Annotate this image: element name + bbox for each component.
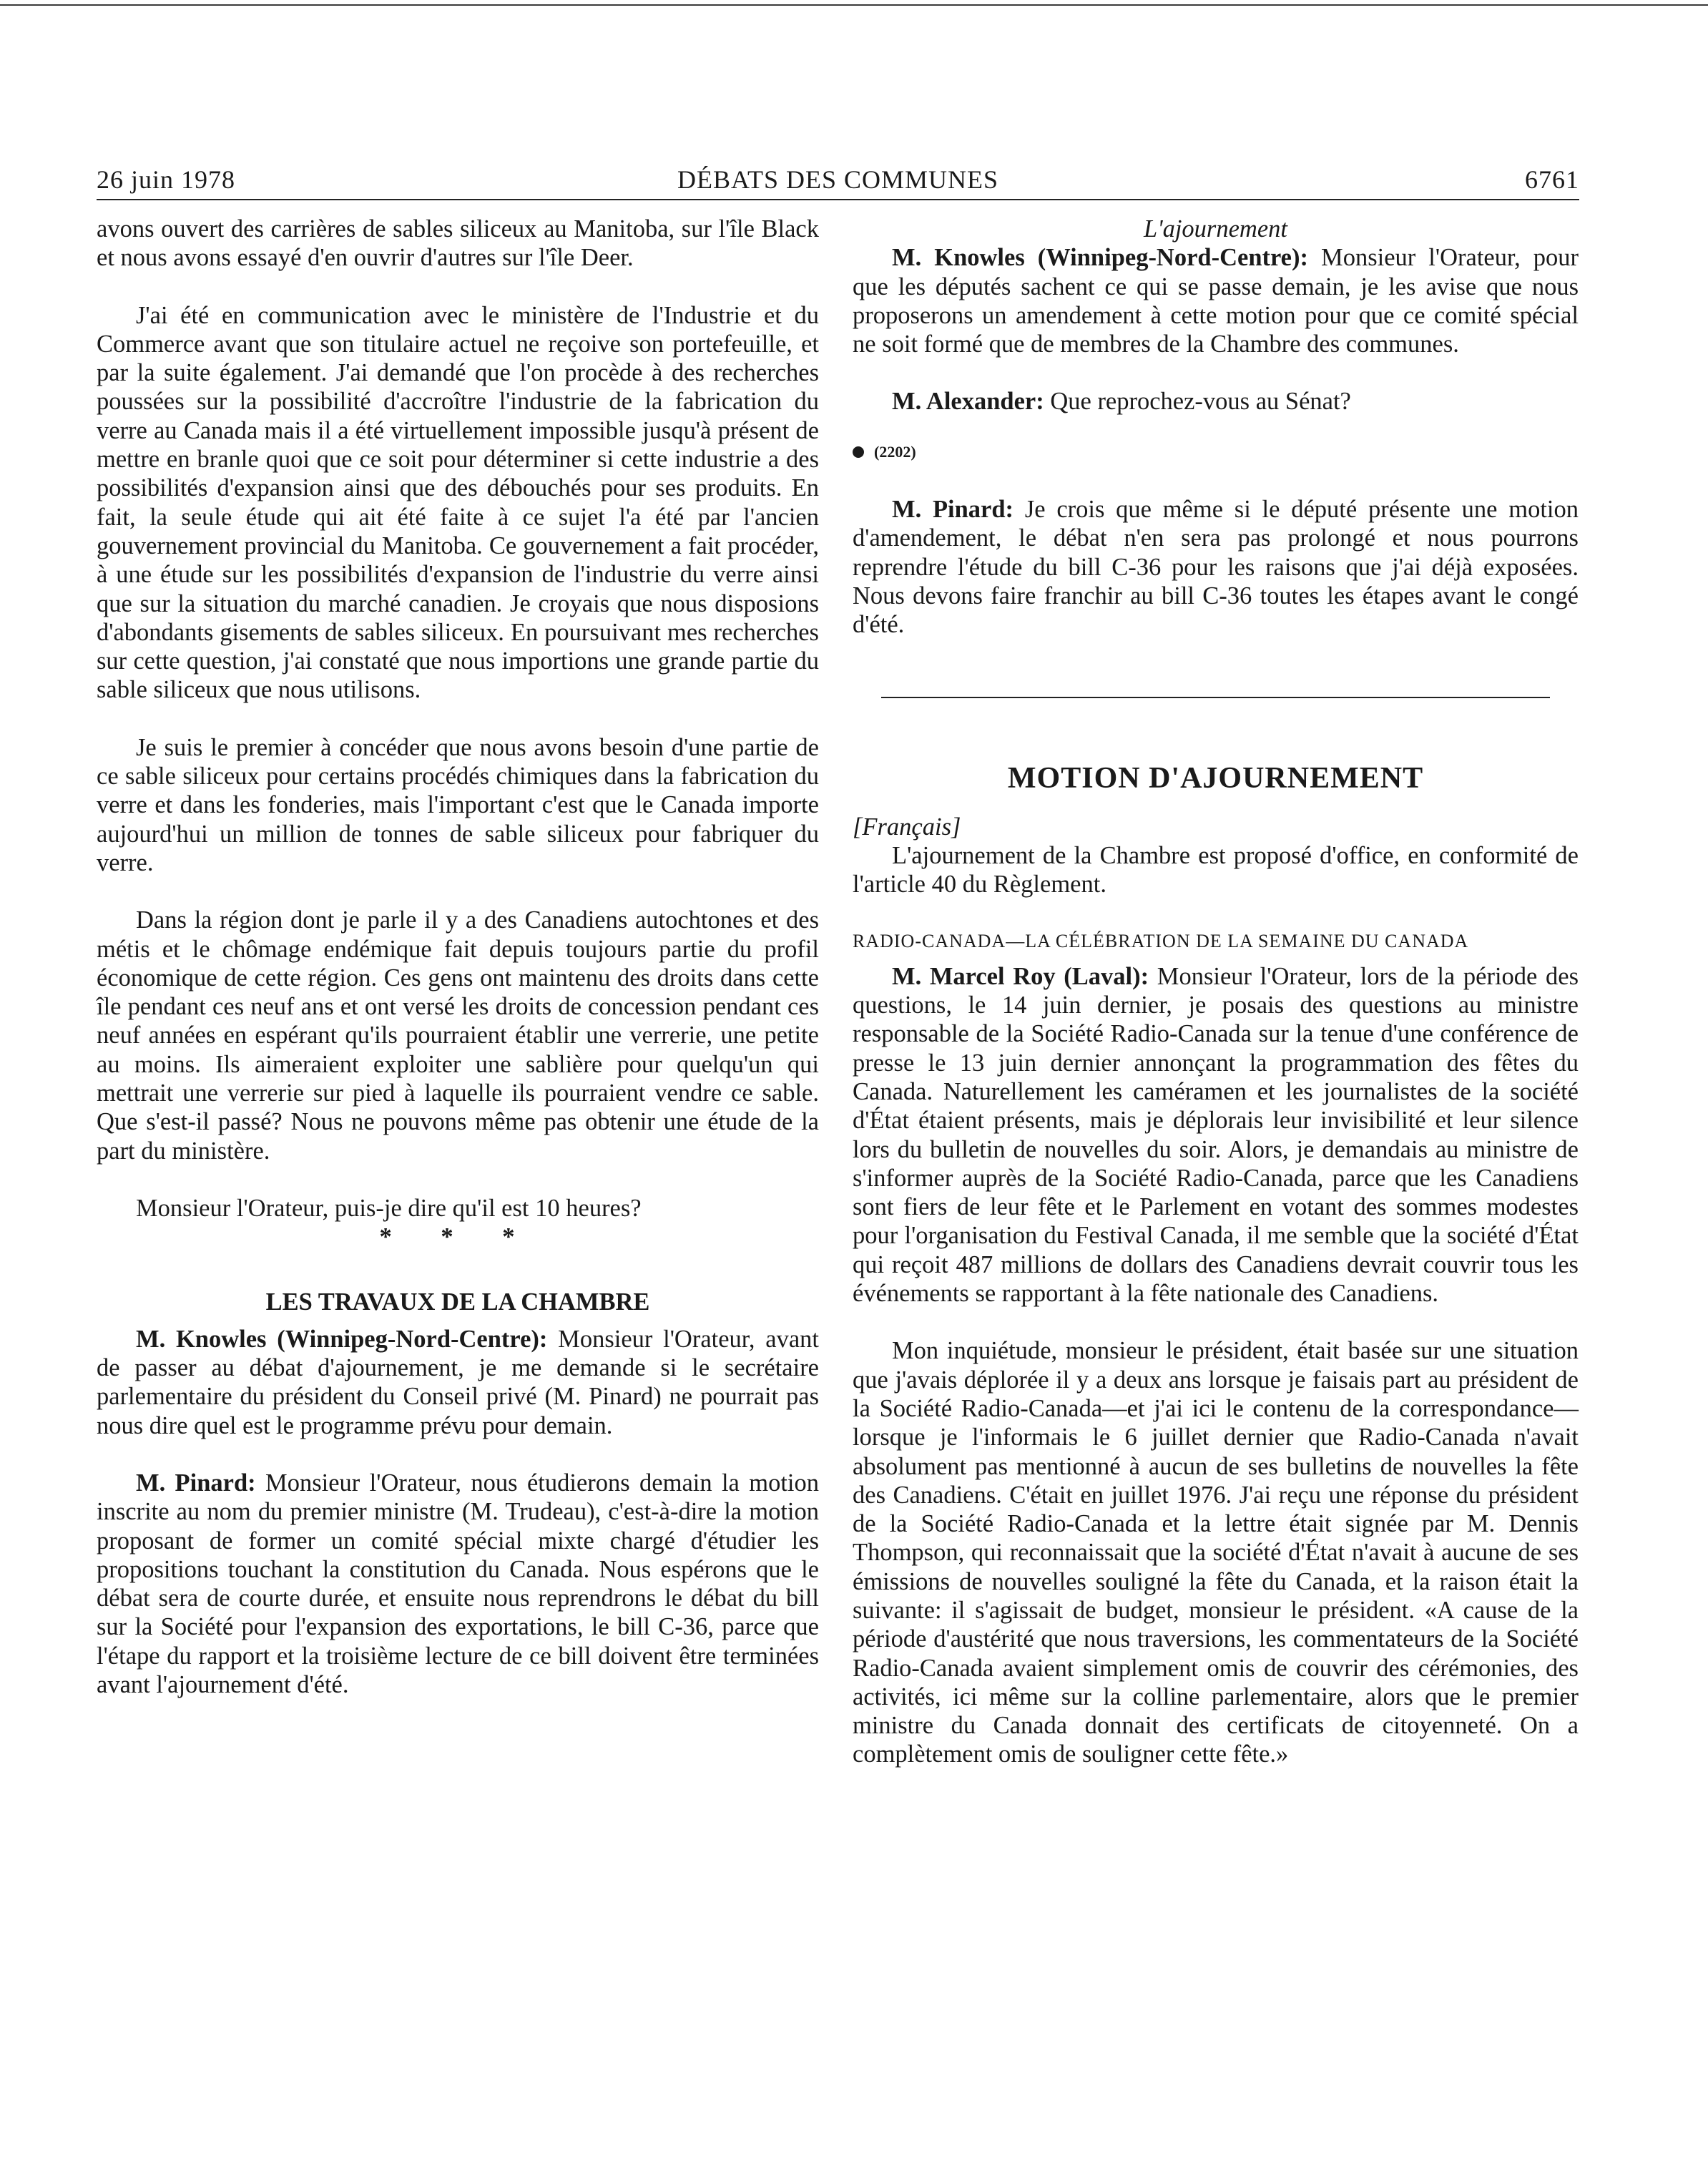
right-column — [853, 215, 1579, 1769]
speech-text: Je crois que même si le député présente une motion d'amendement, le débat n'en sera pas prolongé et nous pourrons reprendre l'étude du bill C-36 pour les raisons que j'ai déjà exposées. Nous devons faire franchir au bill C-36 toutes les étapes avant le congé d'été. — [853, 496, 1579, 639]
section-separator: * * * — [379, 1223, 536, 1251]
speech-text: Monsieur l'Orateur, pour que les députés sachent ce qui se passe demain, je les avise que nous proposerons un amendement à cette motion pour que ce comité spécial ne soit formé que de membres de la Chambre des communes. — [853, 244, 1579, 358]
right-paragraph-alexander — [853, 387, 1579, 416]
speech-text: Monsieur l'Orateur, avant de passer au débat d'ajournement, je me demande si le secrétaire parlementaire du président du Conseil privé (M. Pinard) ne pourrait pas nous dire quel est le programme prévu pour demain. — [97, 1325, 819, 1439]
language-note: [Français] — [853, 813, 961, 841]
speech-text: Que reprochez-vous au Sénat? — [1044, 388, 1351, 416]
top-border-line — [0, 4, 1708, 6]
header-rule — [97, 199, 1579, 200]
left-column — [97, 215, 819, 1699]
section-heading-travaux: LES TRAVAUX DE LA CHAMBRE — [265, 1288, 650, 1316]
speaker-name: M. Marcel Roy (Laval): — [892, 962, 1149, 990]
header-page-number: 6761 — [1525, 165, 1579, 194]
subheading-radio-canada: RADIO-CANADA—LA CÉLÉBRATION DE LA SEMAINE DU CANADA — [853, 931, 1469, 952]
right-paragraph-ajournement: L'ajournement de la Chambre est proposé d'office, en conformité de l'article 40 du Règlement. — [853, 841, 1579, 899]
speaker-name: M. Knowles (Winnipeg-Nord-Centre): — [892, 244, 1308, 272]
left-paragraph-knowles — [97, 1325, 819, 1440]
left-paragraph-5: Monsieur l'Orateur, puis-je dire qu'il est 10 heures? — [136, 1194, 642, 1222]
header-date: 26 juin 1978 — [97, 165, 236, 194]
timestamp-text: (2202) — [874, 442, 916, 461]
section-rule — [881, 697, 1550, 698]
speaker-name: M. Knowles (Winnipeg-Nord-Centre): — [136, 1325, 548, 1353]
right-paragraph-roy — [853, 962, 1579, 1308]
right-paragraph-inquietude: Mon inquiétude, monsieur le président, était basée sur une situation que j'avais déplorée il y a deux ans lorsque je faisais part au président de la Société Radio-Canada—et j'ai ici le contenu de la correspondance—lorsque je l'informais le 6 juillet dernier que Radio-Canada n'avait absolument pas mentionné à aucun de ses bulletins de nouvelles la fête des Canadiens. C'était en juillet 1976. J'ai reçu une réponse du président de la Société Radio-Canada et la lettre était signée par M. Dennis Thompson, qui reconnaissait que la société d'État n'avait à aucune de ses émissions de nouvelles souligné la fête du Canada, et la raison était la suivante: il s'agissait de budget, monsieur le président. «A cause de la période d'austérité que nous traversions, les commentateurs de la Société Radio-Canada avaient simplement omis de couvrir des cérémonies, des activités, ici même sur la colline parlementaire, alors que le premier ministre du Canada donnait des certificats de citoyenneté. On a complètement omis de souligner cette fête.» — [853, 1337, 1579, 1768]
page-header — [97, 162, 1579, 197]
speech-text: Monsieur l'Orateur, lors de la période des questions, le 14 juin dernier, je posais des questions au ministre responsable de la Société Radio-Canada sur la tenue d'une conférence de presse le 13 juin dernier annonçant la programmation des fêtes du Canada. Naturellement les caméramen et les journalistes de la société d'État étaient présents, mais je déplorais leur invisibilité et leur silence lors du bulletin de nouvelles du soir. Alors, je demandais au ministre de s'informer auprès de la Société Radio-Canada, parce que les Canadiens sont fiers de leur fête et le Parlement en votant des sommes modestes pour l'organisation du Festival Canada, il me semble que la société d'État qui reçoit 487 millions de dollars des Canadiens devrait couvrir tous les événements se rapportant à la fête nationale des Canadiens. — [853, 962, 1579, 1308]
speaker-name: M. Alexander: — [892, 388, 1044, 416]
left-paragraph-1: avons ouvert des carrières de sables siliceux au Manitoba, sur l'île Black et nous avons essayé d'en ouvrir d'autres sur l'île Deer. — [97, 215, 819, 272]
header-publication: DÉBATS DES COMMUNES — [677, 165, 999, 194]
speaker-name: M. Pinard: — [136, 1469, 256, 1497]
section-heading-motion: MOTION D'AJOURNEMENT — [1007, 761, 1424, 795]
left-paragraph-2: J'ai été en communication avec le ministère de l'Industrie et du Commerce avant que son titulaire actuel ne reçoive son portefeuille, et par la suite également. J'ai demandé que l'on procède à des recherches poussées sur la possibilité d'accroître l'industrie de la fabrication du verre au Canada mais il a été virtuellement impossible jusqu'à présent de mettre en branle quoi que ce soit pour déterminer si cette industrie a des possibilités d'expansion ainsi que des débouchés pour ses produits. En fait, la seule étude qui ait été faite à ce sujet l'a été par l'ancien gouvernement provincial du Manitoba. Ce gouvernement a fait procéder, à une étude sur les possibilités d'expansion de l'industrie du verre ainsi que sur la situation du marché canadien. Je croyais que nous disposions d'abondants gisements de sables siliceux. En poursuivant mes recherches sur cette question, j'ai constaté que nous importions une grande partie du sable siliceux que nous utilisons. — [97, 301, 819, 704]
left-paragraph-pinard — [97, 1469, 819, 1699]
subtitle-ajournement: L'ajournement — [1144, 215, 1287, 243]
timestamp-marker — [853, 438, 1579, 466]
left-paragraph-4: Dans la région dont je parle il y a des Canadiens autochtones et des métis et le chômage endémique fait depuis toujours partie du profil économique de cette région. Ces gens ont maintenu des droits dans cette île pendant ces neuf ans et ont versé les droits de concession pendant ces neuf années en espérant qu'ils pourraient établir une verrerie, une petite au moins. Ils aimeraient exploiter une sablière pour quelqu'un qui mettrait une verrerie sur pied à laquelle ils pourraient vendre ce sable. Que s'est-il passé? Nous ne pouvons même pas obtenir une étude de la part du ministère. — [97, 906, 819, 1165]
speech-text: Monsieur l'Orateur, nous étudierons demain la motion inscrite au nom du premier ministre (M. Trudeau), c'est-à-dire la motion proposant de former un comité spécial mixte chargé d'étudier les propositions touchant la constitution du Canada. Nous espérons que le débat sera de courte durée, et ensuite nous reprendrons le débat du bill sur la Société pour l'expansion des exportations, le bill C-36, parce que l'étape du rapport et la troisième lecture de ce bill doivent être terminées avant l'ajournement d'été. — [97, 1469, 819, 1699]
speaker-name: M. Pinard: — [892, 496, 1014, 524]
left-paragraph-3: Je suis le premier à concéder que nous avons besoin d'une partie de ce sable siliceux pour certains procédés chimiques dans la fabrication du verre et dans les fonderies, mais l'important c'est que le Canada importe aujourd'hui un million de tonnes de sable siliceux pour fabriquer du verre. — [97, 733, 819, 876]
right-paragraph-pinard — [853, 495, 1579, 639]
bullet-dot-icon — [853, 446, 864, 458]
right-paragraph-knowles — [853, 243, 1579, 358]
